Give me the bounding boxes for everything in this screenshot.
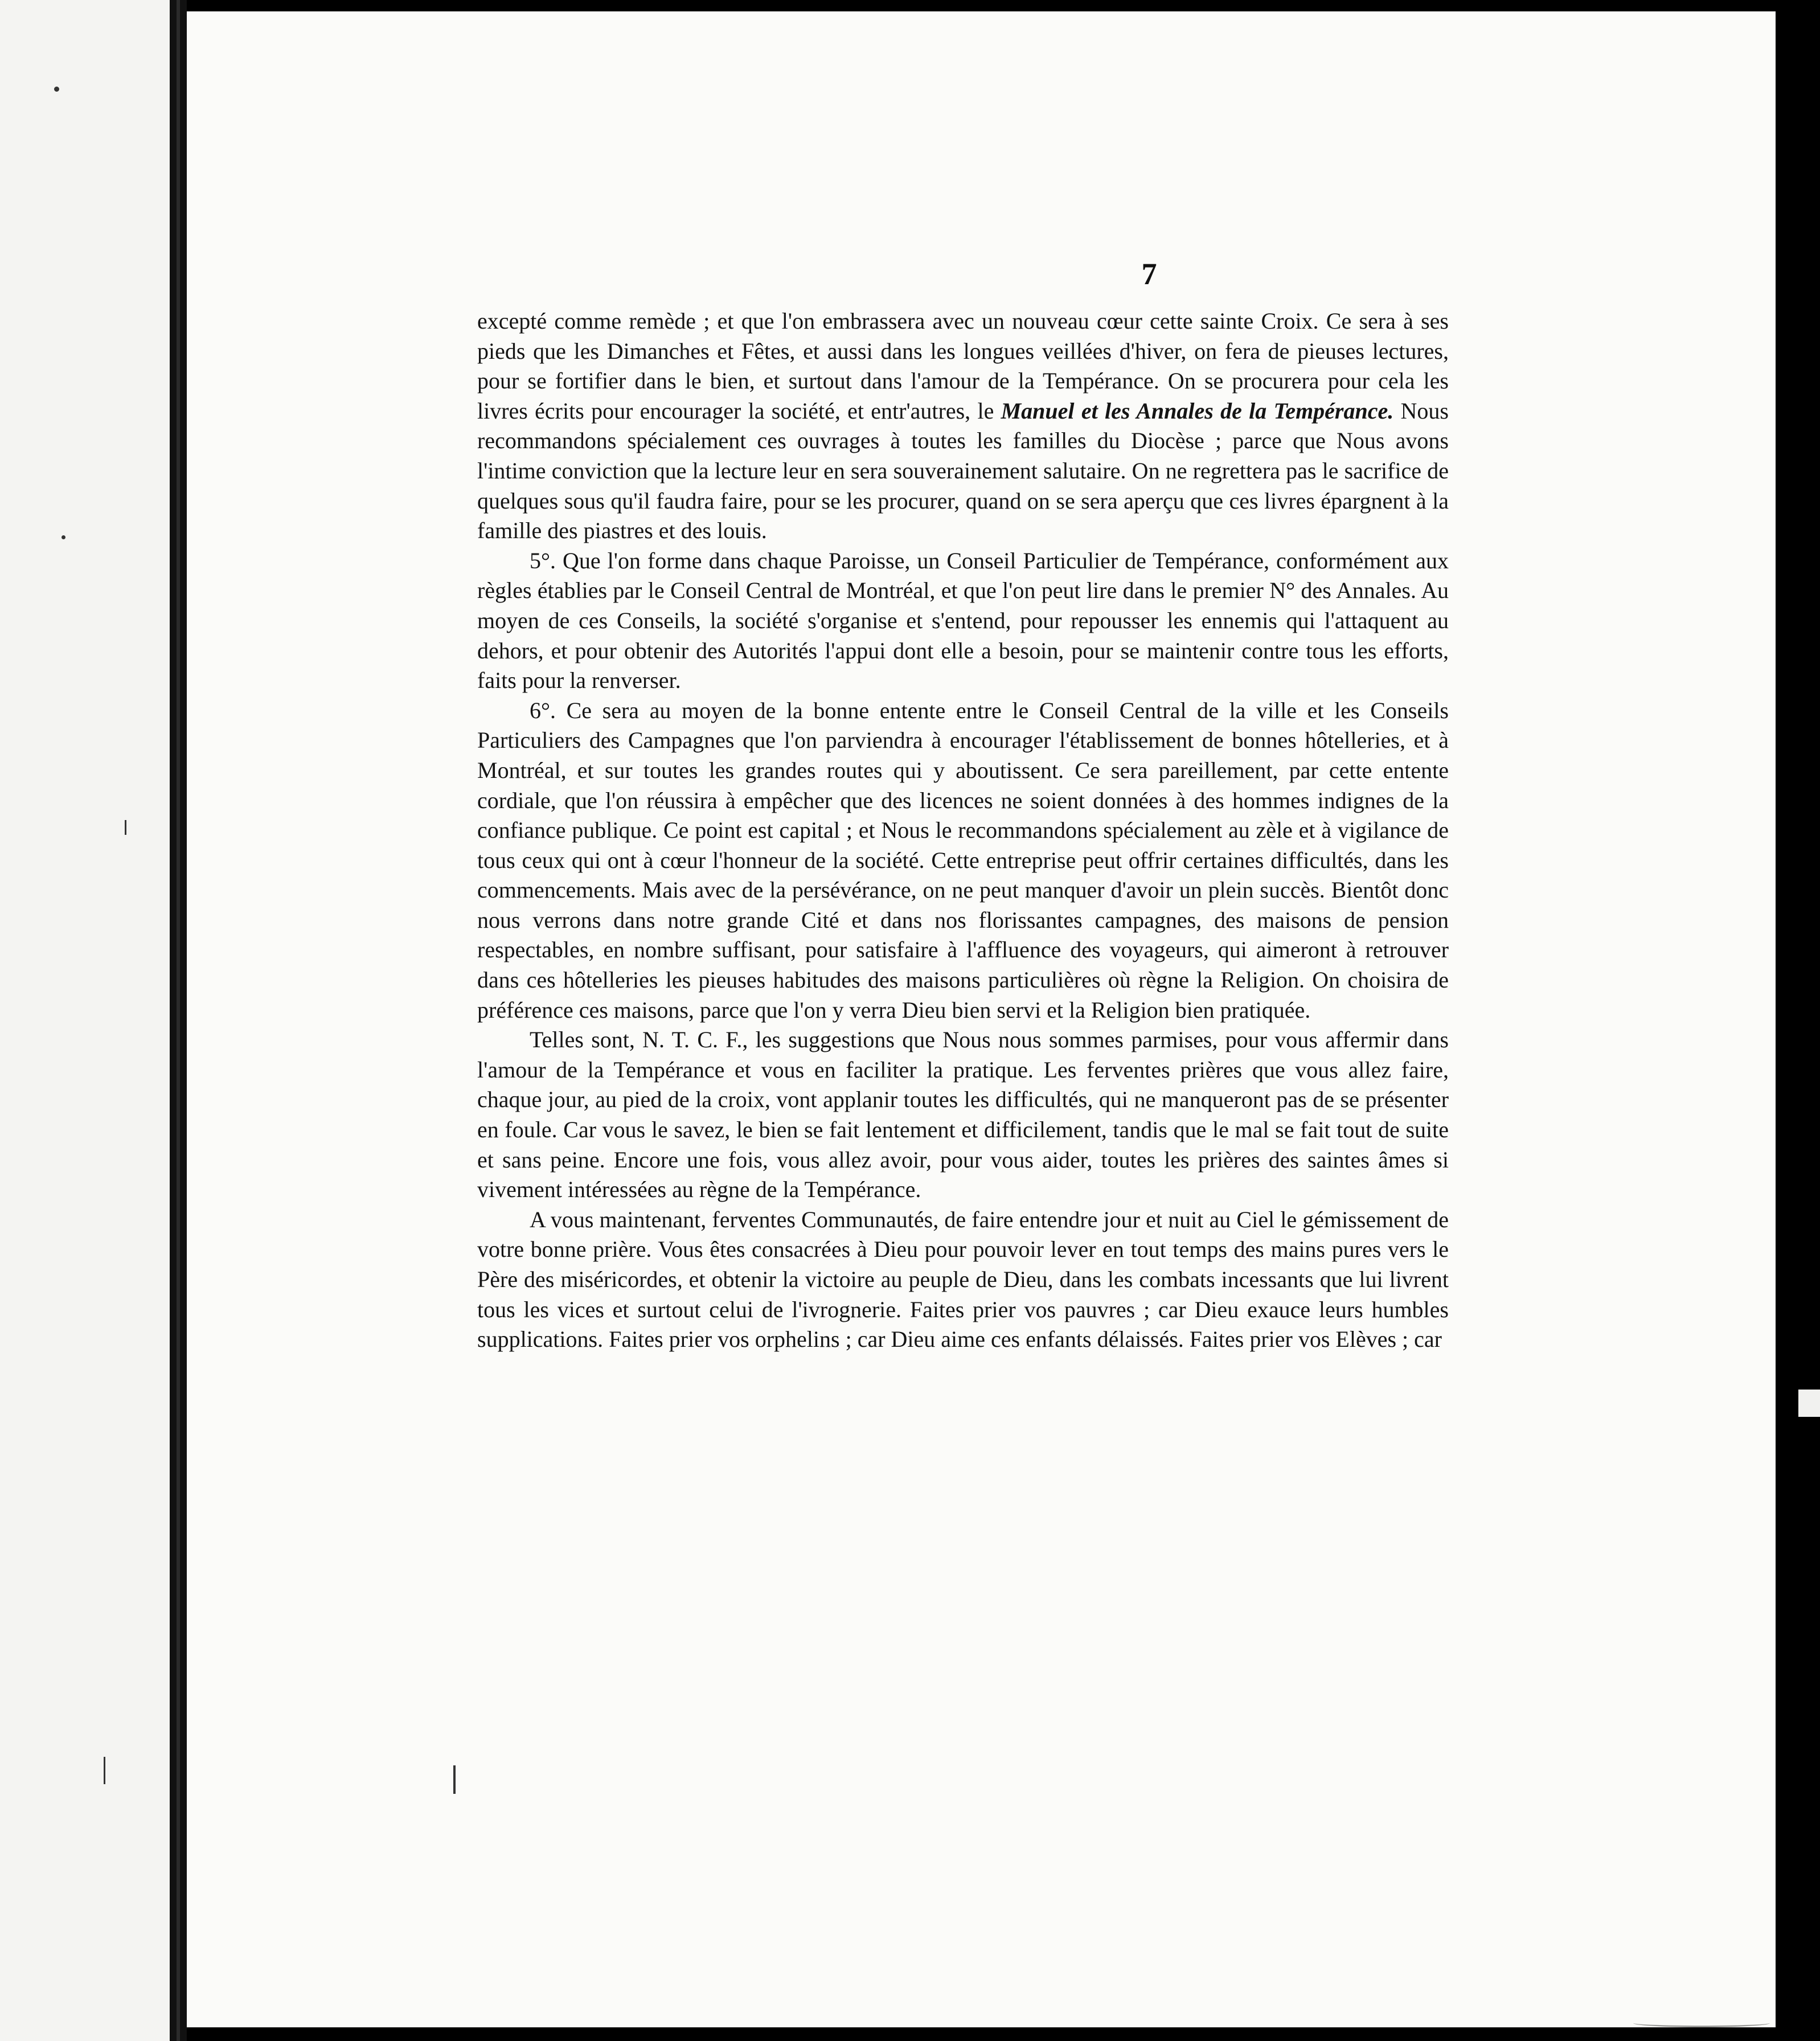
paragraph-text: excepté comme remède ; et que l'on embrassera avec un nouveau cœur cette sainte Croix. Ce sera à ses pieds que les Dimanches et Fêtes, et aussi dans les longues veillées d'hiver, on fera de pieuses lectures, pour se fortifier dans le bien, et surtout dans l'amour de la Tempérance. On se procurera pour cela les livres écrits pour encourager la société, et entr'autres, le	[477, 308, 1449, 424]
paragraph-item-6: 6°. Ce sera au moyen de la bonne entente entre le Conseil Central de la ville et les Conseils Particuliers des Campagnes que l'on parviendra à encourager l'établissement de bonnes hôtelleries, et à Montréal, et sur toutes les grandes routes qui y aboutissent. Ce sera pareillement, par cette entente cordiale, que l'on réussira à empêcher que des licences ne soient données à des hommes indignes de la confiance publique. Ce point est capital ; et Nous le recommandons spécialement au zèle et à vigilance de tous ceux qui ont à cœur l'honneur de la société. Cette entreprise peut offrir certaines difficultés, dans les commencements. Mais avec de la persévérance, on ne peut manquer d'avoir un plein succès. Bientôt donc nous verrons dans notre grande Cité et dans nos florissantes campagnes, des maisons de pension respectables, en nombre suffisant, pour satisfaire à l'affluence des voyageurs, qui aimeront à retrouver dans ces hôtelleries les pieuses habitudes des maisons particulières où règne la Religion. On choisira de préférence ces maisons, parce que l'on y verra Dieu bien servi et la Religion bien pratiquée.	[477, 697, 1449, 1023]
ink-spot	[62, 535, 65, 539]
paper-curl	[1633, 2019, 1770, 2027]
facing-page-margin	[0, 0, 170, 2041]
paragraph-communautes: A vous maintenant, ferventes Communautés, de faire entendre jour et nuit au Ciel le gémissement de votre bonne prière. Vous êtes consacrées à Dieu pour pouvoir lever en tout temps des mains pures vers le Père des miséricordes, et obtenir la victoire au peuple de Dieu, dans les combats incessants que lui livrent tous les vices et surtout celui de l'ivrognerie. Faites prier vos pauvres ; car Dieu exauce leurs humbles supplications. Faites prier vos orphelins ; car Dieu aime ces enfants délaissés. Faites prier vos Elèves ; car	[477, 1206, 1449, 1353]
page-number: 7	[1141, 257, 1157, 291]
ink-mark	[453, 1765, 456, 1794]
book-gutter	[170, 0, 187, 2041]
book-title-italic: Manuel et les Annales de la Tempérance.	[1001, 397, 1394, 424]
paragraph-suggestions: Telles sont, N. T. C. F., les suggestions que Nous nous sommes parmises, pour vous affermir dans l'amour de la Tempérance et vous en faciliter la pratique. Les ferventes prières que vous allez faire, chaque jour, au pied de la croix, vont applanir toutes les difficultés, qui ne manqueront pas de se présenter en foule. Car vous le savez, le bien se fait lentement et difficilement, tandis que le mal se fait tout de suite et sans peine. Encore une fois, vous allez avoir, pour vous aider, toutes les prières des saintes âmes si vivement intéressées au règne de la Tempérance.	[477, 1027, 1449, 1203]
paragraph-text: Nous recommandons spécialement ces ouvrages à toutes les familles du Diocèse ; parce que Nous avons l'intime conviction que la lecture leur en sera souverainement salutaire. On ne regrettera pas le sacrifice de quelques sous qu'il faudra faire, pour se les procurer, quand on se sera aperçu que ces livres épargnent à la famille des piastres et des louis.	[477, 397, 1449, 544]
ink-mark	[104, 1757, 105, 1784]
ink-mark	[125, 820, 126, 835]
scan-edge-blot	[1798, 1390, 1820, 1417]
paragraph-item-5: 5°. Que l'on forme dans chaque Paroisse, un Conseil Particulier de Tempérance, conformément aux règles établies par le Conseil Central de Montréal, et que l'on peut lire dans le premier N° des Annales. Au moyen de ces Conseils, la société s'organise et s'entend, pour repousser les ennemis qui l'attaquent au dehors, et pour obtenir des Autorités l'appui dont elle a besoin, pour se maintenir contre tous les efforts, faits pour la renverser.	[477, 547, 1449, 694]
ink-spot	[54, 87, 59, 92]
paragraph-continuation	[477, 306, 1449, 546]
body-text	[477, 306, 1449, 1355]
